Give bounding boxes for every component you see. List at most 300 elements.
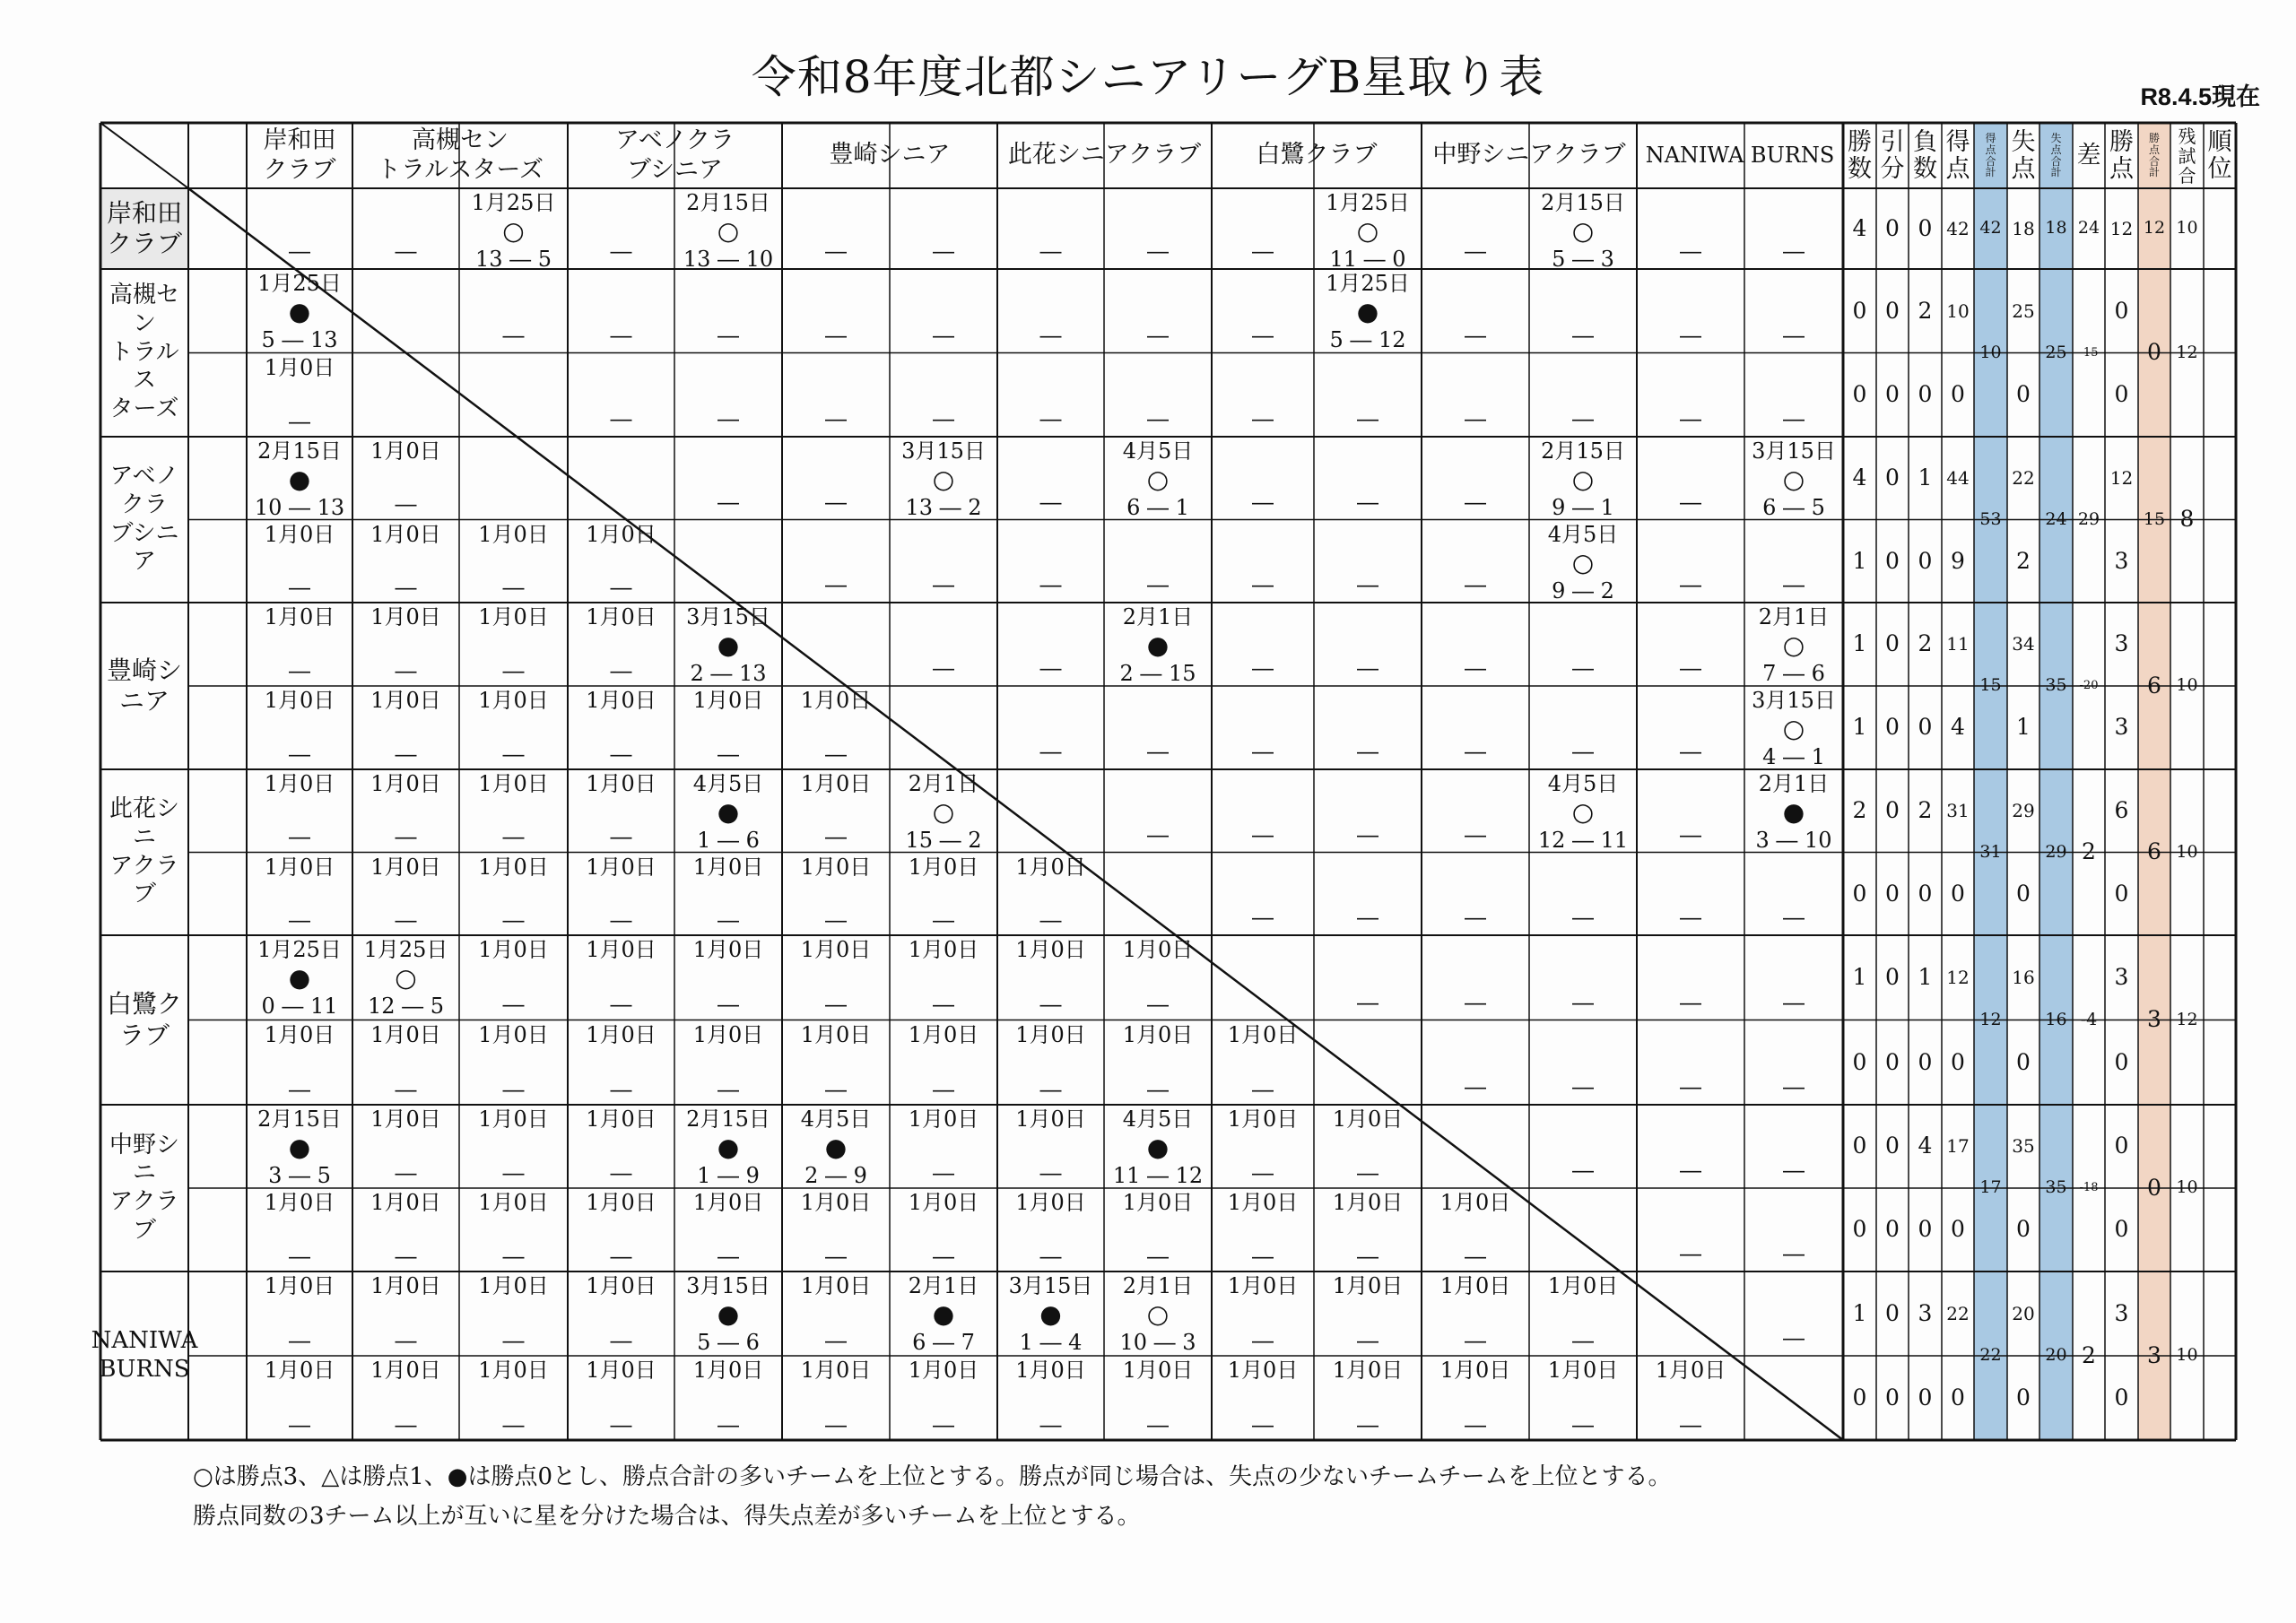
game-dash: ― xyxy=(1680,1241,1701,1267)
game-dash: ― xyxy=(395,1243,417,1269)
game-date: 1月0日 xyxy=(370,438,441,464)
game-date: 1月0日 xyxy=(1122,937,1194,962)
stat-value: 0 xyxy=(1885,714,1900,741)
game-date: 1月0日 xyxy=(1332,1107,1404,1132)
stat-value: 2 xyxy=(1918,630,1933,657)
game-result xyxy=(1529,190,1637,273)
game-dash: ― xyxy=(395,824,417,850)
game-date: 1月0日 xyxy=(908,1190,979,1215)
game-date: 1月0日 xyxy=(370,604,441,629)
game-dash xyxy=(674,406,782,433)
stat-total xyxy=(2204,1271,2236,1440)
stat-header-char: 位 xyxy=(2207,154,2232,183)
stat-value: 4 xyxy=(1852,464,1867,490)
game-date: 2月15日 xyxy=(257,1107,342,1132)
game-result xyxy=(247,1107,352,1189)
unplayed-game xyxy=(1422,1273,1529,1354)
game-dash: ― xyxy=(610,657,632,683)
game-dash xyxy=(674,323,782,350)
game-score: 5 ― 12 xyxy=(1329,327,1406,353)
stat-value: 3 xyxy=(2114,630,2129,657)
game-dash: ― xyxy=(1147,572,1169,598)
game-score: 2 ― 15 xyxy=(1119,661,1196,687)
game-dash: ― xyxy=(289,574,310,600)
game-dash xyxy=(1212,905,1314,932)
team-row-label xyxy=(102,437,187,603)
game-dash: ― xyxy=(1783,322,1805,348)
unplayed-game xyxy=(674,688,782,768)
stat-value: 1 xyxy=(1852,964,1867,990)
unplayed-game xyxy=(459,771,568,851)
team-row-label-line: クラブ xyxy=(106,229,182,258)
game-dash xyxy=(568,406,674,433)
stat-header xyxy=(1876,125,1909,187)
stat-value: 18 xyxy=(2012,217,2035,239)
game-dash xyxy=(459,323,568,350)
stat-total: 15 xyxy=(1979,675,2002,696)
stat-total: 15 xyxy=(2143,508,2166,529)
stat-value: 0 xyxy=(1852,1048,1867,1075)
game-date: 1月0日 xyxy=(908,854,979,880)
stat-total: 10 xyxy=(2176,675,2198,696)
stat-value: 0 xyxy=(2016,1048,2031,1075)
game-score: 5 ― 6 xyxy=(697,1330,760,1356)
game-dash: ― xyxy=(1039,739,1062,765)
game-date: 1月0日 xyxy=(692,1190,764,1215)
stat-total: 35 xyxy=(2045,675,2067,696)
stat-value: 0 xyxy=(1918,214,1933,241)
team-row-label-line: 中野シニ xyxy=(109,1131,179,1187)
unplayed-game xyxy=(782,1358,890,1438)
game-dash: ― xyxy=(1680,655,1701,681)
unplayed-game xyxy=(568,1273,674,1354)
stat-value: 0 xyxy=(1918,381,1933,407)
game-dash xyxy=(1637,406,1744,433)
game-date: 4月5日 xyxy=(800,1107,872,1132)
game-dash xyxy=(1212,239,1314,265)
game-dash: ― xyxy=(718,992,739,1018)
stat-value: 42 xyxy=(1946,217,1970,239)
game-date: 1月0日 xyxy=(692,854,764,880)
game-dash xyxy=(1314,990,1422,1017)
game-score: 12 ― 11 xyxy=(1537,828,1629,854)
unplayed-game xyxy=(568,522,674,602)
game-dash: ― xyxy=(718,489,739,515)
game-date: 1月0日 xyxy=(264,521,335,547)
unplayed-game xyxy=(782,688,890,768)
game-dash: ― xyxy=(1147,1411,1169,1437)
game-dash: ― xyxy=(395,907,417,933)
game-dash: ― xyxy=(1572,1074,1594,1100)
game-dash: ― xyxy=(289,907,310,933)
unplayed-game xyxy=(247,355,352,436)
team-header-line: アベノクラ xyxy=(614,126,735,154)
game-date: 1月0日 xyxy=(264,1190,335,1215)
game-date: 1月0日 xyxy=(692,1358,764,1383)
game-dash: ― xyxy=(1572,739,1594,765)
unplayed-game xyxy=(568,604,674,684)
game-date: 3月15日 xyxy=(1752,688,1836,713)
game-date: 1月0日 xyxy=(370,1273,441,1298)
game-dash xyxy=(890,323,997,350)
game-dash: ― xyxy=(289,1411,310,1437)
stat-value: 0 xyxy=(1852,1216,1867,1243)
stat-total: 6 xyxy=(2147,672,2161,699)
game-result xyxy=(247,937,352,1019)
game-score: 0 ― 11 xyxy=(261,994,338,1020)
stat-value: 0 xyxy=(1951,1384,1965,1410)
game-date: 1月0日 xyxy=(478,1021,549,1047)
game-date: 1月0日 xyxy=(264,771,335,796)
game-dash: ― xyxy=(1147,739,1169,765)
game-dash: ― xyxy=(1465,739,1486,765)
game-date: 2月1日 xyxy=(908,771,979,796)
game-dash: ― xyxy=(825,741,847,767)
stat-value: 1 xyxy=(1852,547,1867,574)
stat-value: 0 xyxy=(1885,964,1900,990)
unplayed-game xyxy=(674,1190,782,1270)
game-result xyxy=(1744,771,1843,854)
unplayed-game xyxy=(997,1022,1104,1104)
game-result xyxy=(1104,438,1212,521)
game-date: 1月0日 xyxy=(586,1358,657,1383)
stat-value: 0 xyxy=(1885,1384,1900,1410)
game-dash: ― xyxy=(825,239,847,265)
team-row-label-line: 高槻セン xyxy=(109,282,179,337)
unplayed-game xyxy=(674,1022,782,1104)
game-dash xyxy=(1744,406,1843,433)
stat-value: 0 xyxy=(2114,880,2129,907)
game-score: 2 ― 9 xyxy=(804,1163,867,1189)
unplayed-game xyxy=(459,688,568,768)
game-date: 4月5日 xyxy=(1547,521,1619,547)
stat-total xyxy=(2204,437,2236,603)
game-dash: ― xyxy=(1680,1411,1701,1437)
stat-total: 12 xyxy=(2143,218,2166,239)
stat-header xyxy=(2007,125,2039,187)
game-date: 2月15日 xyxy=(257,438,342,464)
game-score: 7 ― 6 xyxy=(1762,661,1825,687)
game-date: 1月0日 xyxy=(800,854,872,880)
game-date: 1月0日 xyxy=(264,1021,335,1047)
game-dash xyxy=(1104,822,1212,849)
game-result xyxy=(247,438,352,521)
game-dash: ― xyxy=(933,1076,954,1102)
page-title: 令和8年度北都シニアリーグB星取り表 xyxy=(751,51,1545,103)
game-dash xyxy=(997,239,1104,265)
stat-value: 0 xyxy=(1885,880,1900,907)
game-dash: ― xyxy=(610,824,632,850)
game-date: 2月15日 xyxy=(686,190,770,215)
unplayed-game xyxy=(352,604,459,684)
game-dash xyxy=(247,239,352,265)
stat-total: -15 xyxy=(2079,345,2099,360)
team-header xyxy=(568,125,782,187)
game-dash xyxy=(1104,239,1212,265)
unplayed-game xyxy=(568,1107,674,1186)
team-row-label-line: ブシニア xyxy=(109,519,179,576)
game-score: 5 ― 13 xyxy=(261,327,338,353)
game-dash: ― xyxy=(289,1076,310,1102)
stat-header-char: 計 xyxy=(2050,166,2062,179)
game-dash xyxy=(890,406,997,433)
game-result xyxy=(782,1107,890,1189)
stat-total: -20 xyxy=(2079,679,2099,693)
game-date: 1月0日 xyxy=(1439,1273,1511,1298)
team-header-line: 高槻セン xyxy=(412,126,509,154)
stat-value: 4 xyxy=(1852,214,1867,241)
unplayed-game xyxy=(352,1107,459,1186)
unplayed-game xyxy=(247,688,352,768)
unplayed-game xyxy=(568,937,674,1019)
game-dash: ― xyxy=(1252,1159,1274,1185)
stat-total: 0 xyxy=(2147,339,2161,366)
game-dash xyxy=(1422,323,1529,350)
stat-value: 1 xyxy=(1852,630,1867,657)
game-dash: ― xyxy=(1465,905,1486,931)
team-header xyxy=(1422,125,1637,187)
stat-total: 18 xyxy=(2045,218,2067,239)
stat-header-char: 点 xyxy=(1985,143,1996,156)
game-dash: ― xyxy=(1252,905,1274,931)
stat-total: 35 xyxy=(2045,1177,2067,1198)
stat-header-char: 合 xyxy=(2178,164,2196,187)
unplayed-game xyxy=(459,937,568,1019)
game-dash xyxy=(1529,1158,1637,1185)
game-date: 1月0日 xyxy=(800,937,872,962)
stat-total: 12 xyxy=(2176,1009,2198,1029)
game-dash xyxy=(568,323,674,350)
stat-header xyxy=(2039,125,2073,187)
game-date: 1月0日 xyxy=(370,688,441,713)
game-dash xyxy=(1744,239,1843,265)
game-result xyxy=(1529,438,1637,521)
unplayed-game xyxy=(568,1358,674,1438)
stat-total: 22 xyxy=(1979,1345,2002,1366)
game-dash: ― xyxy=(1039,572,1062,598)
game-dash: ― xyxy=(718,1076,739,1102)
stat-value: 0 xyxy=(1852,1133,1867,1159)
game-dash: ― xyxy=(395,239,417,265)
unplayed-game xyxy=(459,1273,568,1354)
stat-value: 0 xyxy=(1885,464,1900,490)
stat-value: 0 xyxy=(1918,1384,1933,1410)
team-row-label-line: 白鷺クラブ xyxy=(106,989,182,1050)
unplayed-game xyxy=(1422,1358,1529,1438)
game-dash: ― xyxy=(1680,322,1701,348)
stat-header xyxy=(2138,125,2170,187)
loss-mark-icon: ● xyxy=(932,1299,955,1330)
game-dash: ― xyxy=(502,1243,525,1269)
game-dash xyxy=(782,572,890,599)
game-dash: ― xyxy=(1357,1411,1378,1437)
unplayed-game xyxy=(890,937,997,1019)
game-dash xyxy=(1422,490,1529,516)
stat-value: 0 xyxy=(1918,880,1933,907)
game-dash xyxy=(1422,905,1529,932)
game-date: 1月0日 xyxy=(264,1358,335,1383)
game-dash xyxy=(997,490,1104,516)
stat-total: 31 xyxy=(1979,841,2002,862)
game-score: 9 ― 1 xyxy=(1552,495,1614,521)
game-date: 1月0日 xyxy=(478,1190,549,1215)
stat-total: 10 xyxy=(2176,1345,2198,1366)
stat-header-char: 計 xyxy=(1985,166,1996,179)
game-dash xyxy=(1212,406,1314,433)
game-score: 1 ― 9 xyxy=(697,1163,760,1189)
game-date: 1月0日 xyxy=(1227,1107,1299,1132)
game-dash: ― xyxy=(1357,1327,1378,1353)
unplayed-game xyxy=(997,1107,1104,1186)
game-dash: ― xyxy=(933,1411,954,1437)
game-dash: ― xyxy=(1465,655,1486,681)
game-dash xyxy=(1637,323,1744,350)
game-date: 1月25日 xyxy=(363,937,448,962)
game-dash: ― xyxy=(502,1159,525,1185)
stat-value: 6 xyxy=(2114,797,2129,823)
game-dash: ― xyxy=(1572,989,1594,1015)
game-date: 1月0日 xyxy=(370,771,441,796)
team-header-line: 中野シニアクラブ xyxy=(1432,141,1626,169)
stat-total: 2 xyxy=(2082,1341,2096,1368)
game-date: 2月1日 xyxy=(1122,604,1194,629)
game-dash: ― xyxy=(1783,572,1805,598)
game-dash: ― xyxy=(1252,655,1274,681)
unplayed-game xyxy=(352,438,459,518)
stat-value: 3 xyxy=(2114,547,2129,574)
game-dash: ― xyxy=(718,1411,739,1437)
win-mark-icon: ○ xyxy=(932,797,955,828)
stat-total: 42 xyxy=(1979,218,2002,239)
game-dash: ― xyxy=(1252,239,1274,265)
game-date: 1月0日 xyxy=(800,1190,872,1215)
game-dash xyxy=(1529,406,1637,433)
stat-value: 0 xyxy=(1885,1048,1900,1075)
team-header xyxy=(352,125,568,187)
game-dash: ― xyxy=(610,741,632,767)
game-dash: ― xyxy=(1783,1241,1805,1267)
game-dash: ― xyxy=(1147,322,1169,348)
game-dash xyxy=(1744,1241,1843,1268)
game-dash: ― xyxy=(610,239,632,265)
win-mark-icon: ○ xyxy=(1356,216,1379,247)
unplayed-game xyxy=(1314,1358,1422,1438)
game-result xyxy=(1744,604,1843,687)
game-dash xyxy=(1744,323,1843,350)
game-score: 5 ― 3 xyxy=(1552,247,1614,273)
unplayed-game xyxy=(247,1273,352,1354)
unplayed-game xyxy=(1314,1273,1422,1354)
stat-total xyxy=(2204,269,2236,437)
stat-total: 10 xyxy=(2176,218,2198,239)
stat-total: 24 xyxy=(2077,218,2100,239)
game-dash xyxy=(1637,490,1744,516)
stat-header-char: 合 xyxy=(2050,154,2062,168)
unplayed-game xyxy=(782,1190,890,1270)
unplayed-game xyxy=(1104,1358,1212,1438)
stat-value: 0 xyxy=(2114,1048,2129,1075)
game-dash: ― xyxy=(1680,489,1701,515)
note-line: 勝点同数の3チーム以上が互いに星を分けた場合は、得失点差が多いチームを上位とする。 xyxy=(193,1503,1141,1530)
game-date: 1月0日 xyxy=(1332,1358,1404,1383)
game-date: 1月0日 xyxy=(370,1358,441,1383)
game-date: 1月0日 xyxy=(1547,1273,1619,1298)
stat-value: 4 xyxy=(1918,1133,1933,1159)
game-date: 1月0日 xyxy=(800,1358,872,1383)
game-dash: ― xyxy=(1252,1411,1274,1437)
game-result xyxy=(674,190,782,273)
game-dash xyxy=(1529,1074,1637,1101)
unplayed-game xyxy=(1212,1022,1314,1104)
game-dash xyxy=(1637,1241,1744,1268)
game-dash: ― xyxy=(1465,406,1486,432)
unplayed-game xyxy=(890,1190,997,1270)
game-dash: ― xyxy=(933,992,954,1018)
unplayed-game xyxy=(782,1273,890,1354)
stat-value: 3 xyxy=(2114,714,2129,741)
win-mark-icon: ○ xyxy=(932,464,955,495)
game-date: 1月0日 xyxy=(1122,1021,1194,1047)
game-dash xyxy=(1744,572,1843,599)
game-dash: ― xyxy=(289,1327,310,1353)
stat-header xyxy=(2105,125,2138,187)
game-date: 4月5日 xyxy=(1547,771,1619,796)
game-date: 1月0日 xyxy=(800,1021,872,1047)
game-dash: ― xyxy=(1783,1325,1805,1351)
game-score: 11 ― 0 xyxy=(1329,247,1406,273)
game-result xyxy=(997,1273,1104,1354)
game-dash: ― xyxy=(933,322,954,348)
stat-value: 22 xyxy=(1946,1302,1970,1324)
game-date: 1月0日 xyxy=(1439,1358,1511,1383)
game-score: 13 ― 10 xyxy=(683,247,774,273)
team-header xyxy=(1212,125,1422,187)
game-dash xyxy=(1314,490,1422,516)
stat-value: 12 xyxy=(2109,467,2134,490)
game-score: 11 ― 12 xyxy=(1112,1163,1204,1189)
game-dash: ― xyxy=(825,406,847,432)
game-dash xyxy=(1422,572,1529,599)
game-dash: ― xyxy=(825,992,847,1018)
loss-mark-icon: ● xyxy=(1146,630,1170,661)
loss-mark-icon: ● xyxy=(717,797,740,828)
game-dash: ― xyxy=(1147,1243,1169,1269)
unplayed-game xyxy=(1529,1273,1637,1354)
unplayed-game xyxy=(1212,1358,1314,1438)
unplayed-game xyxy=(459,1107,568,1186)
game-dash: ― xyxy=(825,322,847,348)
stat-total: 20 xyxy=(2045,1345,2067,1366)
game-dash: ― xyxy=(1357,572,1378,598)
game-dash: ― xyxy=(1252,821,1274,847)
game-date: 1月0日 xyxy=(478,937,549,962)
game-date: 1月0日 xyxy=(586,1190,657,1215)
game-dash: ― xyxy=(718,1243,739,1269)
game-dash xyxy=(997,739,1104,766)
stat-header-char: 試 xyxy=(2178,144,2196,167)
win-mark-icon: ○ xyxy=(717,216,740,247)
game-score: 4 ― 1 xyxy=(1762,744,1825,770)
game-dash: ― xyxy=(1572,1411,1594,1437)
game-dash: ― xyxy=(289,824,310,850)
game-dash xyxy=(1104,739,1212,766)
unplayed-game xyxy=(997,1190,1104,1270)
stat-total: 10 xyxy=(2176,841,2198,862)
game-date: 1月0日 xyxy=(370,1107,441,1132)
unplayed-game xyxy=(997,1358,1104,1438)
stat-header-char: 点 xyxy=(2148,143,2160,156)
game-dash xyxy=(1104,572,1212,599)
